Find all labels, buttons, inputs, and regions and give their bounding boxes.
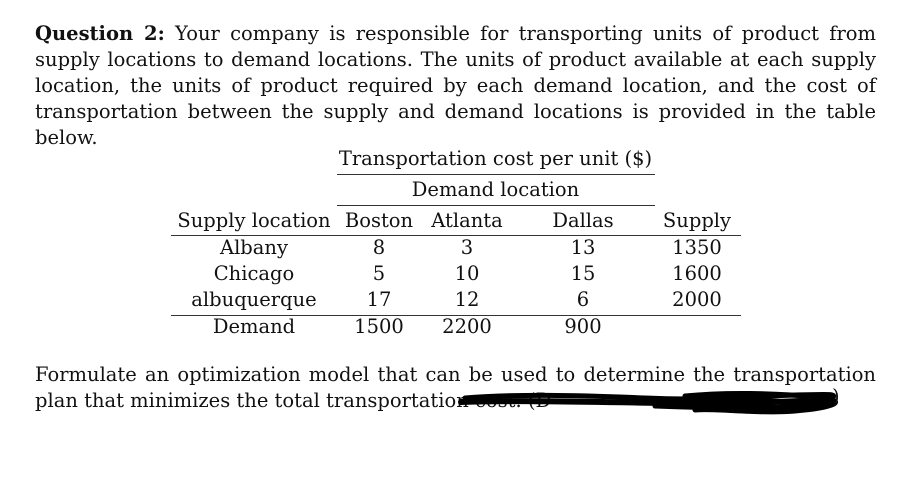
supply-cell: 1350 bbox=[672, 236, 722, 259]
cost-cell: 17 bbox=[366, 288, 392, 311]
col-header-supply: Supply bbox=[662, 209, 732, 232]
row-name-albany: Albany bbox=[219, 236, 288, 259]
supply-cell: 2000 bbox=[672, 288, 722, 311]
redacted-start: (D bbox=[527, 389, 552, 412]
redaction-scribble bbox=[455, 386, 845, 416]
col-header-atlanta: Atlanta bbox=[431, 209, 503, 232]
cost-cell: 12 bbox=[454, 288, 480, 311]
cost-cell: 15 bbox=[570, 262, 596, 285]
cost-cell: 6 bbox=[576, 288, 590, 311]
formulate-text: Formulate an optimization model that can be used to determine the transportation plan that minimizes the total transportation cost. bbox=[35, 363, 876, 412]
row-name-albuquerque: albuquerque bbox=[191, 288, 317, 311]
table-subtitle: Demand location bbox=[411, 178, 580, 201]
question-label: Question 2: bbox=[35, 22, 165, 45]
row-name-chicago: Chicago bbox=[213, 262, 295, 285]
redacted-end: ) bbox=[832, 385, 840, 408]
demand-cell: 1500 bbox=[354, 315, 404, 338]
col-header-boston: Boston bbox=[344, 209, 414, 232]
col-header-dallas: Dallas bbox=[552, 209, 614, 232]
title-rule bbox=[337, 174, 655, 175]
table-title: Transportation cost per unit ($) bbox=[338, 147, 653, 170]
cost-cell: 13 bbox=[570, 236, 596, 259]
question-paragraph bbox=[35, 21, 876, 151]
subtitle-rule bbox=[337, 205, 655, 206]
cost-cell: 5 bbox=[372, 262, 386, 285]
cost-cell: 8 bbox=[372, 236, 386, 259]
cost-cell: 10 bbox=[454, 262, 480, 285]
transportation-table bbox=[171, 145, 741, 345]
demand-cell: 900 bbox=[564, 315, 602, 338]
cost-cell: 3 bbox=[460, 236, 474, 259]
question-text: Your company is responsible for transporting units of product from supply locations to demand locations. The units of product available at each supply location, the units of product required by each demand location, and the cost of transportation between the supply and demand locations is provided in the table below. bbox=[35, 22, 877, 149]
demand-row-label: Demand bbox=[212, 315, 296, 338]
redaction-scribble-icon bbox=[455, 386, 845, 416]
demand-cell: 2200 bbox=[442, 315, 492, 338]
row-header: Supply location bbox=[177, 209, 331, 232]
supply-cell: 1600 bbox=[672, 262, 722, 285]
